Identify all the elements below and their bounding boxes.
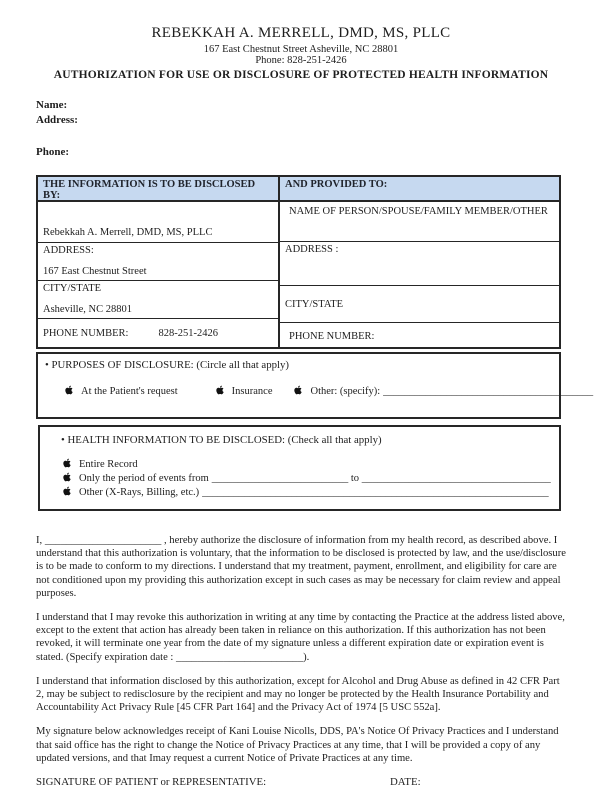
period-prefix-label: Only the period of events from [79,473,209,484]
apple-bullet-icon [65,385,73,395]
health-information-box [38,425,561,511]
disclosed-by-header: THE INFORMATION IS TO BE DISCLOSED BY: [38,177,278,202]
disclosed-by-phone-cell [38,319,278,347]
other-records-blank: __________________________________________________________________ [202,487,549,498]
provided-to-citystate-cell: CITY/STATE [280,286,559,323]
privacy-notice-paragraph: My signature below acknowledges receipt of Kani Louise Nicolls, DDS, PA's Notice Of Privacy Practices and I understand that said office has the right to change the Notice of Privacy Practices at any time, that I will be provided a copy of any updated versions, and that Imay request a current Notice of Private Practices at any time. [36,726,559,764]
patient-fields [36,98,602,160]
form-title: AUTHORIZATION FOR USE OR DISCLOSURE OF PROTECTED HEALTH INFORMATION [53,69,549,81]
practice-address: 167 East Chestnut Street Asheville, NC 28801 [203,44,399,55]
other-records-label: Other (X-Rays, Billing, etc.) [79,487,200,498]
date-label: DATE: [390,776,421,789]
disclosed-by-column [38,177,280,347]
period-from-blank: __________________________ [211,473,349,484]
apple-bullet-icon [63,472,71,482]
phone-number-value: 828-251-2426 [158,327,218,339]
signature-row [36,776,602,788]
city-state-label: CITY/STATE [43,283,102,294]
apple-bullet-icon [63,458,71,468]
entire-record-label: Entire Record [79,459,138,470]
apple-bullet-icon [294,385,302,395]
option-other-label: Other: (specify): [310,386,381,397]
patient-phone-label: Phone: [36,146,69,158]
address-label: ADDRESS: [43,245,94,256]
disclosure-table [36,175,561,349]
apple-bullet-icon [216,385,224,395]
option-other-records [63,485,552,499]
provided-to-header: AND PROVIDED TO: [280,177,559,202]
health-info-heading: • HEALTH INFORMATION TO BE DISCLOSED: (Check all that apply) [61,434,382,446]
option-insurance-label: Insurance [231,386,273,397]
signature-label: SIGNATURE OF PATIENT or REPRESENTATIVE: [36,776,267,789]
letterhead [0,0,602,81]
patient-name-label: Name: [36,99,68,111]
health-info-options [47,457,552,499]
practice-phone: Phone: 828-251-2426 [255,55,347,66]
redisclosure-paragraph: I understand that information disclosed by this authorization, except for Alcohol and Drug Abuse as defined in 42 CFR Part 2, may be subject to redisclosure by the recipient and may no longer be protected by the Health Insurance Portability and Accountability Act Privacy Rule [45 CFR Part 164] and the Privacy Act of 1974 [5 USC 552a]. [36,675,560,714]
address-value: 167 East Chestnut Street [43,266,147,277]
purposes-options [45,384,594,397]
option-patient-request [65,384,178,397]
revocation-paragraph: I understand that I may revoke this authorization in writing at any time by contacting the Practice at the address listed above, except to the extent that action has already been taken in reliance on this authorization. If this authorization has not been revoked, it will terminate one year from the date of my signature unless a different expiration date or expiration event is stated. (Specify expiration date : ________________________). [36,612,565,663]
purposes-of-disclosure-box [36,352,594,419]
practice-name: REBEKKAH A. MERRELL, DMD, MS, PLLC [151,25,451,41]
provided-to-phone-cell: PHONE NUMBER: [289,330,375,342]
other-specify-blank: ________________________________________ [383,386,594,397]
provided-to-column [280,177,559,347]
apple-bullet-icon [63,486,71,496]
disclosed-by-address-cell [38,243,278,281]
period-to-blank: ____________________________________ [361,473,551,484]
disclosed-by-practice-name: Rebekkah A. Merrell, DMD, MS, PLLC [38,202,278,243]
provided-to-address-cell: ADDRESS : [280,242,559,286]
purposes-heading: • PURPOSES OF DISCLOSURE: (Circle all that apply) [45,359,290,371]
legal-paragraphs [36,534,569,765]
option-insurance [216,384,273,397]
option-other [294,384,593,397]
phone-number-label: PHONE NUMBER: [43,327,129,339]
option-period-of-events [63,471,552,485]
city-state-value: Asheville, NC 28801 [43,304,132,315]
option-patient-request-label: At the Patient's request [81,386,178,397]
provided-to-name-cell: NAME OF PERSON/SPOUSE/FAMILY MEMBER/OTHER [280,202,559,242]
disclosed-by-citystate-cell [38,281,278,319]
authorization-paragraph: I, ______________________ , hereby authorize the disclosure of information from my health record, as described above. I understand that this authorization is voluntary, that the information to be disclosed is protected by law, and the use/disclosure is to be made to conform to my directions. I understand that my treatment, payment, enrollment, and eligibility for care are not conditioned upon my providing this authorization except in such cases as may be necessary for claim review and appeal purposes. [36,535,566,599]
period-to-label: to [348,473,362,484]
patient-address-label: Address: [36,114,78,126]
option-entire-record [63,457,552,471]
